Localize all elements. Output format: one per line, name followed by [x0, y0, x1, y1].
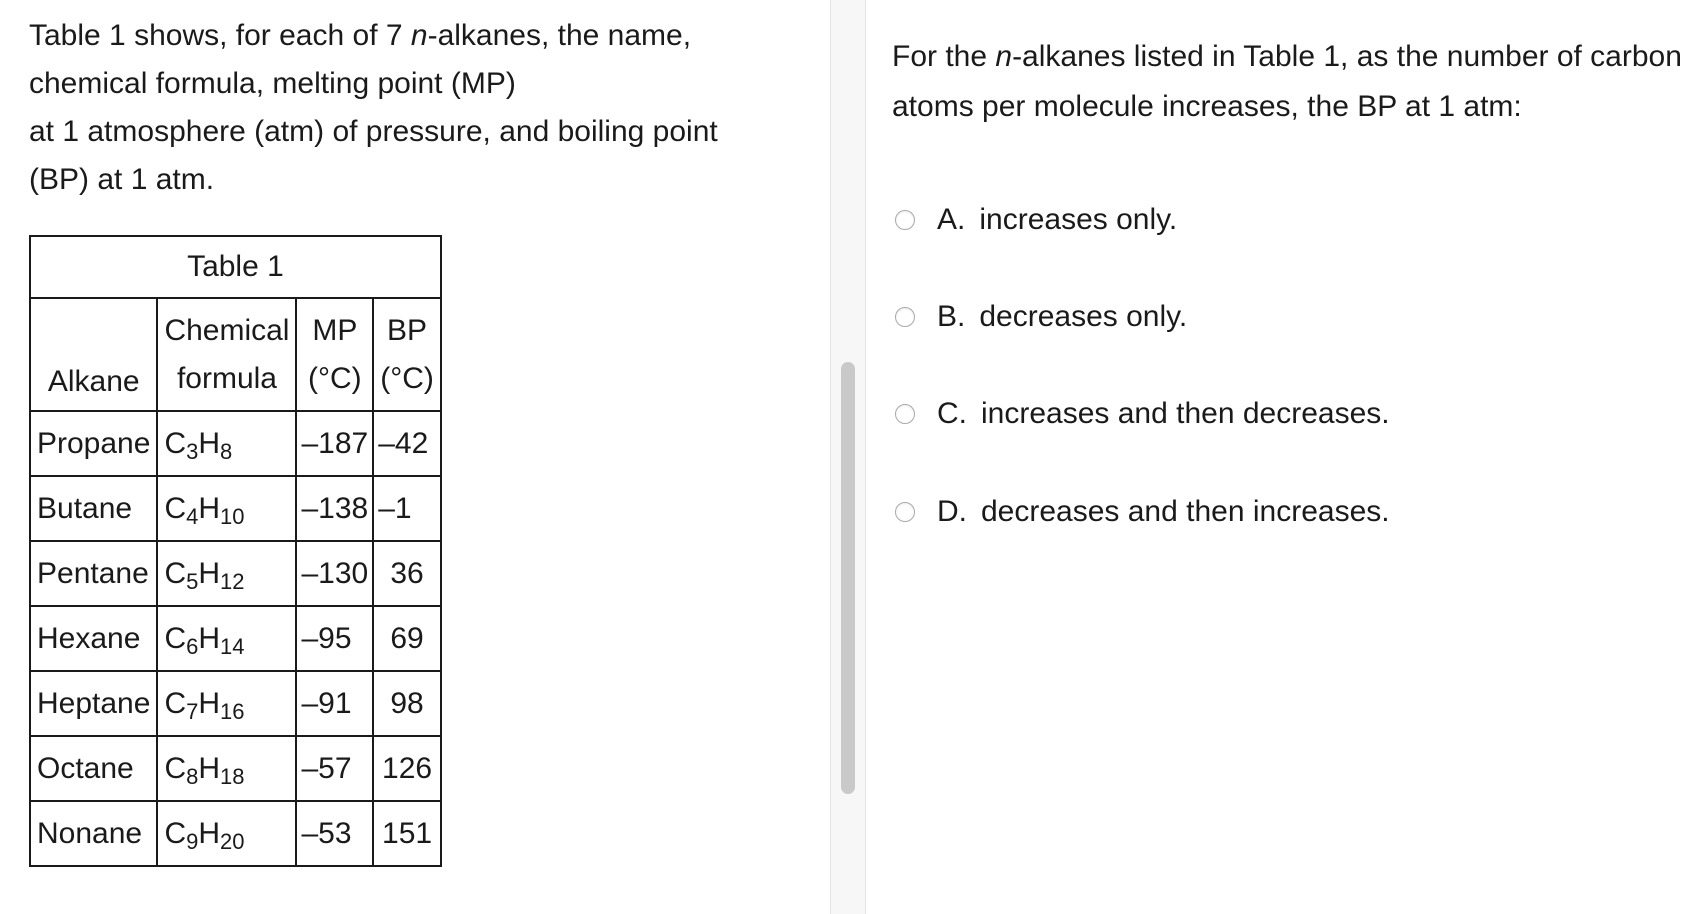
formula-h: H	[198, 426, 221, 460]
passage-line-2: chemical formula, melting point (MP)	[29, 67, 516, 100]
formula-c: C	[164, 491, 187, 525]
question-stem-start: For the	[892, 40, 996, 73]
radio-button-a[interactable]	[895, 210, 915, 230]
cell-formula	[157, 736, 296, 801]
formula-c-count: 8	[186, 763, 199, 789]
question-stem	[892, 32, 1692, 132]
cell-formula	[157, 411, 296, 476]
formula-h-count: 14	[220, 633, 245, 659]
header-alkane-label: Alkane	[47, 365, 140, 398]
passage-line-3: at 1 atmosphere (atm) of pressure, and boiling point	[29, 115, 718, 148]
header-formula-line2: formula	[176, 361, 277, 395]
cell-alkane-name: Pentane	[30, 541, 157, 606]
cell-mp: –138	[296, 476, 373, 541]
formula-c: C	[164, 426, 187, 460]
answer-option-d[interactable]	[895, 492, 1390, 532]
cell-formula	[157, 476, 296, 541]
header-formula-line1: Chemical	[164, 313, 290, 347]
cell-mp: –187	[296, 411, 373, 476]
formula-c-count: 5	[186, 568, 199, 594]
cell-alkane-name: Hexane	[30, 606, 157, 671]
cell-mp: –95	[296, 606, 373, 671]
table-row	[30, 736, 441, 801]
radio-button-d[interactable]	[895, 502, 915, 522]
cell-bp: –1	[373, 476, 441, 541]
formula-c: C	[164, 751, 187, 785]
answer-option-a[interactable]	[895, 200, 1177, 240]
formula-h: H	[198, 751, 221, 785]
passage-pane	[0, 0, 830, 914]
formula-c-count: 7	[186, 698, 199, 724]
cell-formula	[157, 671, 296, 736]
header-mp	[296, 298, 373, 411]
option-letter-a: A.	[937, 203, 966, 236]
option-text-a: increases only.	[979, 203, 1178, 236]
cell-mp: –57	[296, 736, 373, 801]
option-text-c: increases and then decreases.	[981, 397, 1390, 430]
cell-bp: 36	[373, 541, 441, 606]
option-letter-d: D.	[937, 495, 967, 528]
formula-h: H	[198, 816, 221, 850]
question-italic-n: n	[995, 40, 1013, 73]
radio-button-b[interactable]	[895, 307, 915, 327]
formula-h-count: 10	[220, 503, 245, 529]
header-bp-line1: BP	[387, 313, 428, 347]
formula-c-count: 9	[186, 828, 199, 854]
formula-h-count: 16	[220, 698, 245, 724]
cell-bp: –42	[373, 411, 441, 476]
option-letter-b: B.	[937, 300, 966, 333]
formula-h: H	[198, 686, 221, 720]
formula-h-count: 8	[220, 438, 233, 464]
formula-h: H	[198, 556, 221, 590]
table-row	[30, 476, 441, 541]
cell-alkane-name: Propane	[30, 411, 157, 476]
header-alkane	[30, 298, 157, 411]
radio-button-c[interactable]	[895, 404, 915, 424]
option-text-b: decreases only.	[979, 300, 1188, 333]
option-letter-c: C.	[937, 397, 967, 430]
question-pane	[865, 0, 1708, 914]
scrollbar-thumb[interactable]	[841, 362, 855, 794]
table-row	[30, 606, 441, 671]
header-mp-line1: MP	[312, 313, 358, 347]
header-bp-line2: (°C)	[380, 361, 434, 395]
answer-option-b[interactable]	[895, 297, 1187, 337]
cell-formula	[157, 541, 296, 606]
passage-line-1-end: -alkanes, the name,	[427, 19, 692, 52]
cell-formula	[157, 801, 296, 866]
formula-c-count: 3	[186, 438, 199, 464]
cell-alkane-name: Butane	[30, 476, 157, 541]
formula-h: H	[198, 621, 221, 655]
cell-bp: 126	[373, 736, 441, 801]
table-row	[30, 541, 441, 606]
question-stem-end: -alkanes listed in Table 1, as the number of carbon atoms per molecule increases, the BP at 1 atm:	[892, 40, 1682, 123]
cell-formula	[157, 606, 296, 671]
formula-h: H	[198, 491, 221, 525]
table-row	[30, 411, 441, 476]
cell-bp: 151	[373, 801, 441, 866]
cell-alkane-name: Heptane	[30, 671, 157, 736]
cell-alkane-name: Nonane	[30, 801, 157, 866]
header-mp-line2: (°C)	[308, 361, 362, 395]
header-bp	[373, 298, 441, 411]
header-formula	[157, 298, 296, 411]
formula-c: C	[164, 556, 187, 590]
formula-c: C	[164, 686, 187, 720]
formula-c-count: 4	[186, 503, 199, 529]
cell-mp: –91	[296, 671, 373, 736]
passage-text	[29, 12, 789, 204]
formula-c-count: 6	[186, 633, 199, 659]
passage-line-1	[29, 12, 789, 60]
cell-mp: –53	[296, 801, 373, 866]
cell-mp: –130	[296, 541, 373, 606]
cell-bp: 69	[373, 606, 441, 671]
passage-line-1-start: Table 1 shows, for each of 7	[29, 19, 411, 52]
formula-h-count: 18	[220, 763, 245, 789]
formula-h-count: 12	[220, 568, 245, 594]
cell-alkane-name: Octane	[30, 736, 157, 801]
formula-c: C	[164, 621, 187, 655]
formula-h-count: 20	[220, 828, 245, 854]
passage-line-4: (BP) at 1 atm.	[29, 163, 215, 196]
option-text-d: decreases and then increases.	[981, 495, 1390, 528]
formula-c: C	[164, 816, 187, 850]
table-row	[30, 671, 441, 736]
answer-option-c[interactable]	[895, 394, 1390, 434]
table-row	[30, 801, 441, 866]
cell-bp: 98	[373, 671, 441, 736]
passage-italic-n: n	[410, 19, 428, 52]
table-caption: Table 1	[30, 236, 441, 298]
pane-divider	[830, 0, 866, 914]
alkane-table	[29, 235, 442, 867]
